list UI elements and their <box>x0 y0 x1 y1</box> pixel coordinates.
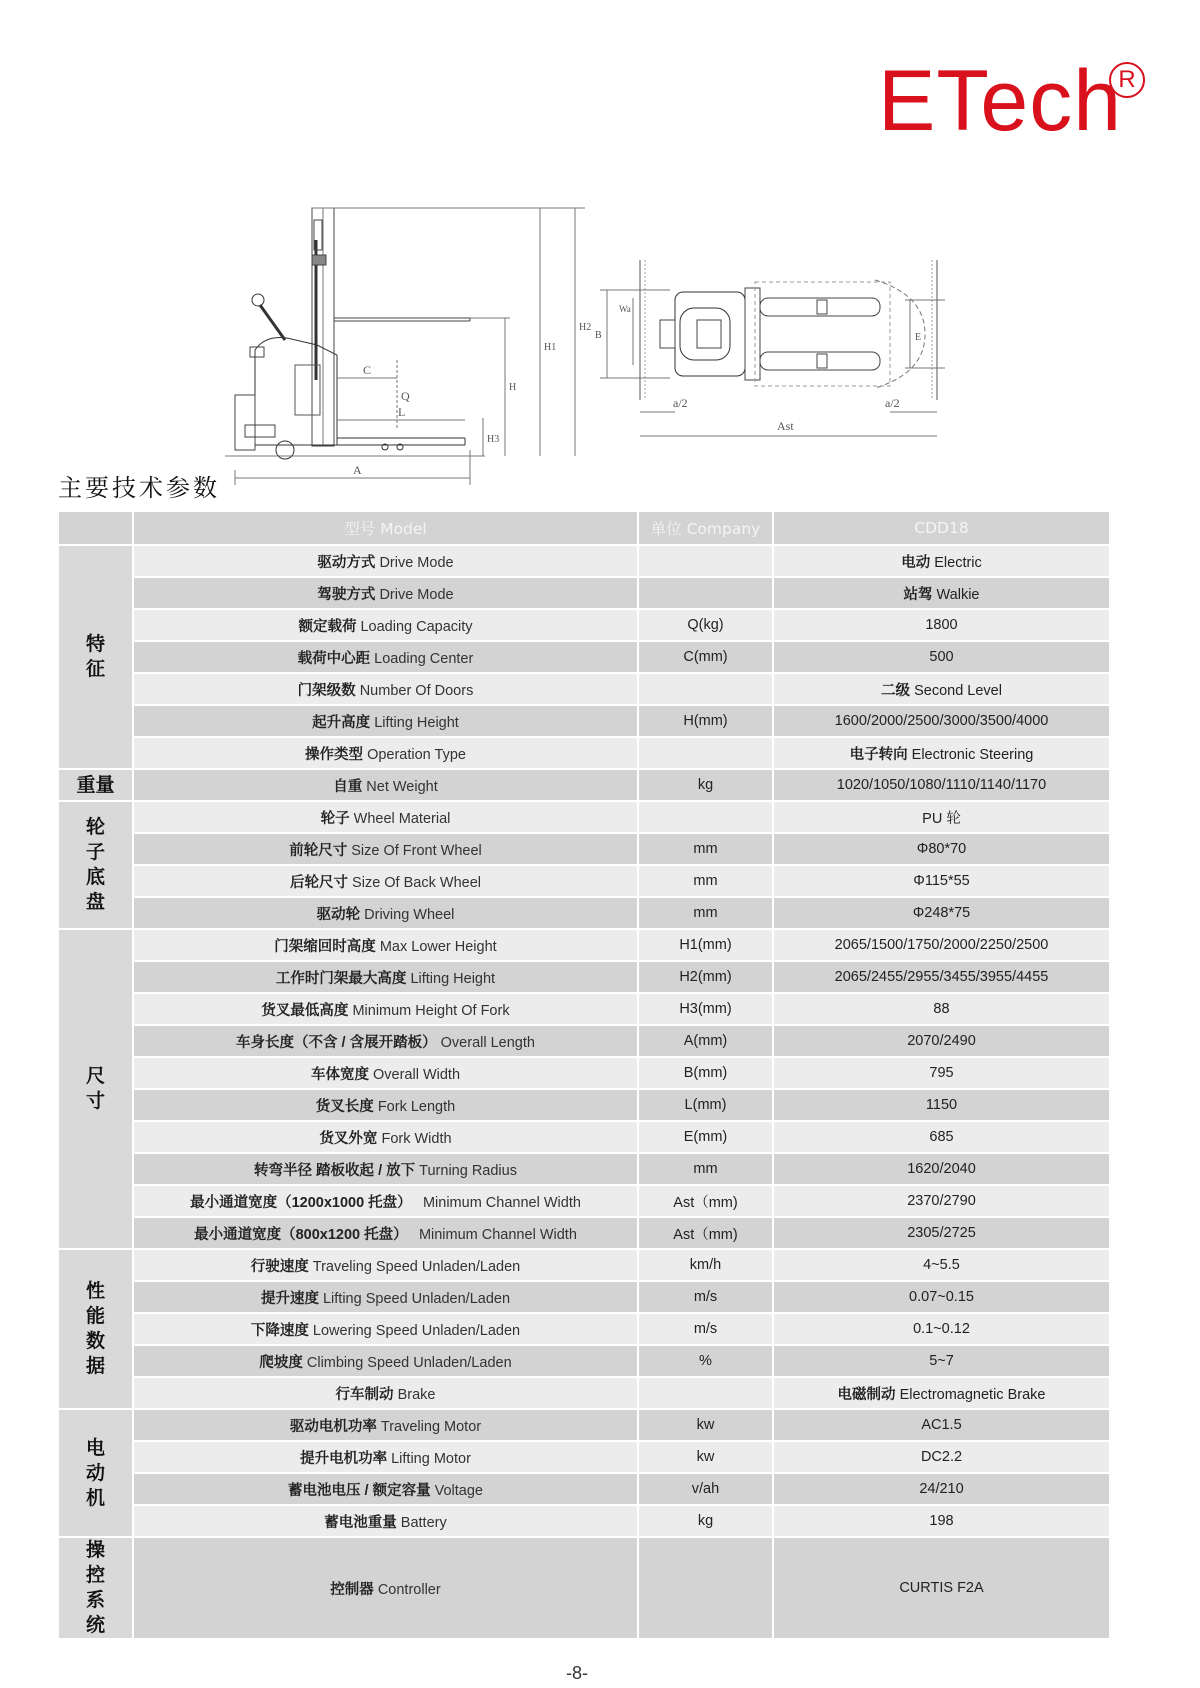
param-name-en: Overall Length <box>440 1034 535 1051</box>
param-cell <box>134 1282 639 1314</box>
param-cell <box>134 1474 639 1506</box>
unit-cell <box>639 546 774 578</box>
value-text: 2065/1500/1750/2000/2250/2500 <box>834 937 1049 953</box>
unit-cell: mm <box>639 1154 774 1186</box>
table-row <box>59 1314 1111 1346</box>
table-row <box>59 1538 1111 1640</box>
param-cell <box>134 738 639 770</box>
label-h3: H3 <box>487 434 500 445</box>
param-name-zh: 驱动轮 <box>316 906 361 923</box>
spec-table <box>59 512 1111 1640</box>
value-cell <box>774 1250 1111 1282</box>
unit-cell: km/h <box>639 1250 774 1282</box>
param-cell <box>134 1442 639 1474</box>
param-name-en: Wheel Material <box>353 810 451 827</box>
param-name-zh: 轮子 <box>320 810 350 827</box>
value-cell <box>774 866 1111 898</box>
table-row <box>59 642 1111 674</box>
param-cell <box>134 1506 639 1538</box>
param-name-en: Drive Mode <box>379 586 454 603</box>
param-cell <box>134 1122 639 1154</box>
param-name-en: Turning Radius <box>419 1162 517 1179</box>
value-text: Φ248*75 <box>912 905 971 921</box>
group-label-text: 尺寸 <box>85 1065 105 1112</box>
header-unit: 单位 Company <box>639 512 774 546</box>
value-text: 685 <box>929 1129 954 1145</box>
param-cell <box>134 1026 639 1058</box>
group-label <box>59 1410 134 1538</box>
value-text: PU 轮 <box>922 810 961 827</box>
value-cell <box>774 1378 1111 1410</box>
value-text: 5~7 <box>929 1353 954 1369</box>
table-row <box>59 1250 1111 1282</box>
param-cell <box>134 674 639 706</box>
value-text: AC1.5 <box>921 1417 962 1433</box>
value-cell <box>774 1186 1111 1218</box>
group-label-text: 电动机 <box>85 1436 105 1509</box>
param-cell <box>134 1154 639 1186</box>
param-name-zh: 后轮尺寸 <box>290 874 349 891</box>
param-name-en: Drive Mode <box>379 554 454 571</box>
unit-cell: H3(mm) <box>639 994 774 1026</box>
param-name-zh: 驱动电机功率 <box>289 1418 377 1435</box>
table-row <box>59 1218 1111 1250</box>
param-cell <box>134 1058 639 1090</box>
unit-cell: mm <box>639 898 774 930</box>
value-text: Φ115*55 <box>913 873 970 889</box>
table-row <box>59 1122 1111 1154</box>
label-h1: H1 <box>544 342 557 353</box>
table-row <box>59 1090 1111 1122</box>
table-row <box>59 1442 1111 1474</box>
value-cell <box>774 1090 1111 1122</box>
unit-cell: Ast（mm) <box>639 1186 774 1218</box>
value-text: 0.1~0.12 <box>913 1321 970 1337</box>
value-text: 1600/2000/2500/3000/3500/4000 <box>834 713 1049 729</box>
table-row <box>59 866 1111 898</box>
group-label <box>59 930 134 1250</box>
table-header-row <box>59 512 1111 546</box>
param-cell <box>134 994 639 1026</box>
param-name-en: Lifting Motor <box>391 1450 471 1467</box>
unit-cell: L(mm) <box>639 1090 774 1122</box>
value-cell <box>774 610 1111 642</box>
header-corner <box>59 512 134 546</box>
param-cell <box>134 1410 639 1442</box>
value-cell <box>774 1538 1111 1640</box>
table-row <box>59 802 1111 834</box>
param-name-en: Climbing Speed Unladen/Laden <box>306 1354 512 1371</box>
param-name-en: Lifting Height <box>410 970 496 987</box>
value-cell <box>774 578 1111 610</box>
unit-cell: B(mm) <box>639 1058 774 1090</box>
label-q: Q <box>401 389 410 403</box>
header-model: 型号 Model <box>134 512 639 546</box>
value-zh: 站驾 <box>903 586 933 603</box>
param-name-en: Number Of Doors <box>359 682 474 699</box>
group-label-text: 特征 <box>85 633 105 680</box>
unit-cell <box>639 802 774 834</box>
param-name-zh: 驾驶方式 <box>317 586 376 603</box>
param-name-zh: 行驶速度 <box>250 1258 309 1275</box>
table-row <box>59 898 1111 930</box>
param-name-en: Fork Length <box>377 1098 456 1115</box>
value-cell <box>774 1506 1111 1538</box>
unit-cell: H2(mm) <box>639 962 774 994</box>
param-name-en: Loading Capacity <box>360 618 473 635</box>
param-cell <box>134 802 639 834</box>
table-row <box>59 1410 1111 1442</box>
unit-cell: Ast（mm) <box>639 1218 774 1250</box>
side-view <box>225 208 591 485</box>
unit-cell: m/s <box>639 1282 774 1314</box>
value-cell <box>774 738 1111 770</box>
group-label-text: 重量 <box>76 773 115 796</box>
label-c: C <box>363 363 372 377</box>
param-cell <box>134 962 639 994</box>
table-row <box>59 930 1111 962</box>
table-row <box>59 578 1111 610</box>
value-text: 1150 <box>925 1097 958 1113</box>
unit-cell <box>639 674 774 706</box>
param-name-zh: 提升电机功率 <box>300 1450 388 1467</box>
param-name-en: Lifting Height <box>374 714 459 731</box>
param-cell <box>134 1090 639 1122</box>
param-name-zh: 下降速度 <box>250 1322 309 1339</box>
param-name-en: Minimum Channel Width <box>422 1194 581 1211</box>
param-cell <box>134 1346 639 1378</box>
unit-cell <box>639 738 774 770</box>
table-row <box>59 1378 1111 1410</box>
table-row <box>59 1282 1111 1314</box>
value-cell <box>774 546 1111 578</box>
value-zh: 电动 <box>901 554 931 571</box>
table-row <box>59 706 1111 738</box>
param-name-zh: 前轮尺寸 <box>289 842 348 859</box>
value-text: Electromagnetic Brake <box>899 1386 1046 1403</box>
group-label-text: 性能数据 <box>85 1280 105 1377</box>
param-name-zh: 工作时门架最大高度 <box>275 970 407 987</box>
param-cell <box>134 866 639 898</box>
label-a: A <box>353 463 362 477</box>
param-name-zh: 操作类型 <box>305 746 364 763</box>
value-text: 1800 <box>925 617 958 633</box>
param-name-en: Minimum Channel Width <box>418 1226 577 1243</box>
label-a2-right: a/2 <box>885 396 900 410</box>
param-name-en: Loading Center <box>374 650 474 667</box>
value-text: Φ80*70 <box>916 841 967 857</box>
param-name-zh: 门架级数 <box>297 682 356 699</box>
label-wa: Wa <box>619 304 631 314</box>
param-cell <box>134 1378 639 1410</box>
table-row <box>59 1506 1111 1538</box>
param-name-zh: 货叉长度 <box>315 1098 374 1115</box>
value-text: Second Level <box>914 682 1002 699</box>
table-row <box>59 674 1111 706</box>
param-cell <box>134 1250 639 1282</box>
param-cell <box>134 834 639 866</box>
value-text: 500 <box>929 649 954 665</box>
param-name-en: Battery <box>400 1514 447 1531</box>
label-b: B <box>595 330 602 341</box>
param-cell <box>134 578 639 610</box>
param-name-en: Voltage <box>434 1482 483 1499</box>
table-row <box>59 1026 1111 1058</box>
table-row <box>59 1154 1111 1186</box>
param-name-en: Fork Width <box>381 1130 452 1147</box>
param-cell <box>134 1218 639 1250</box>
unit-cell: mm <box>639 866 774 898</box>
param-name-en: Overall Width <box>373 1066 461 1083</box>
brand-logo <box>878 53 1123 149</box>
table-row <box>59 1474 1111 1506</box>
value-cell <box>774 802 1111 834</box>
value-cell <box>774 1058 1111 1090</box>
value-text: 198 <box>929 1513 954 1529</box>
value-cell <box>774 994 1111 1026</box>
value-cell <box>774 770 1111 802</box>
param-name-zh: 提升速度 <box>260 1290 319 1307</box>
param-name-zh: 蓄电池电压 / 额定容量 <box>287 1482 431 1499</box>
param-name-zh: 最小通道宽度（800x1200 托盘） <box>194 1226 408 1243</box>
param-name-zh: 自重 <box>333 778 363 795</box>
value-text: 2370/2790 <box>907 1193 976 1209</box>
param-name-en: Driving Wheel <box>364 906 455 923</box>
value-text: Electric <box>934 554 982 571</box>
value-cell <box>774 642 1111 674</box>
param-name-en: Max Lower Height <box>379 938 497 955</box>
value-cell <box>774 1026 1111 1058</box>
table-row <box>59 1346 1111 1378</box>
value-text: 795 <box>929 1065 954 1081</box>
param-name-en: Size Of Back Wheel <box>352 874 481 891</box>
group-label <box>59 802 134 930</box>
param-name-en: Lowering Speed Unladen/Laden <box>312 1322 521 1339</box>
value-cell <box>774 1282 1111 1314</box>
value-text: Electronic Steering <box>911 746 1034 763</box>
group-label-text: 轮子底盘 <box>85 816 105 913</box>
brand-logo-text: ETech <box>878 53 1123 149</box>
param-name-zh: 转弯半径 踏板收起 / 放下 <box>254 1162 416 1179</box>
param-name-en: Traveling Speed Unladen/Laden <box>312 1258 521 1275</box>
param-name-en: Traveling Motor <box>380 1418 482 1435</box>
value-text: 4~5.5 <box>923 1257 960 1273</box>
value-text: 24/210 <box>919 1481 964 1497</box>
param-name-zh: 控制器 <box>330 1581 374 1598</box>
unit-cell: A(mm) <box>639 1026 774 1058</box>
label-a2-left: a/2 <box>673 396 688 410</box>
param-cell <box>134 1314 639 1346</box>
unit-cell: kg <box>639 1506 774 1538</box>
param-name-zh: 货叉最低高度 <box>261 1002 349 1019</box>
label-h: H <box>509 382 517 393</box>
param-cell <box>134 770 639 802</box>
param-name-en: Size Of Front Wheel <box>351 842 482 859</box>
value-zh: 二级 <box>881 682 911 699</box>
group-label <box>59 1538 134 1640</box>
param-name-en: Minimum Height Of Fork <box>352 1002 510 1019</box>
value-text: 1020/1050/1080/1110/1140/1170 <box>836 777 1047 793</box>
param-cell <box>134 546 639 578</box>
registered-mark-icon <box>1109 62 1145 98</box>
param-cell <box>134 642 639 674</box>
table-row <box>59 1058 1111 1090</box>
value-cell <box>774 898 1111 930</box>
value-cell <box>774 1122 1111 1154</box>
table-row <box>59 610 1111 642</box>
param-cell <box>134 706 639 738</box>
param-name-zh: 行车制动 <box>335 1386 394 1403</box>
value-cell <box>774 962 1111 994</box>
param-name-en: Brake <box>397 1386 436 1403</box>
unit-cell: % <box>639 1346 774 1378</box>
unit-cell: kw <box>639 1410 774 1442</box>
value-cell <box>774 1474 1111 1506</box>
value-cell <box>774 1442 1111 1474</box>
param-cell <box>134 1538 639 1640</box>
param-cell <box>134 898 639 930</box>
value-zh: 电磁制动 <box>837 1386 896 1403</box>
table-row <box>59 1186 1111 1218</box>
unit-cell: v/ah <box>639 1474 774 1506</box>
table-row <box>59 546 1111 578</box>
unit-cell: C(mm) <box>639 642 774 674</box>
param-name-zh: 载荷中心距 <box>297 650 371 667</box>
param-name-en: Net Weight <box>366 778 438 795</box>
param-name-zh: 最小通道宽度（1200x1000 托盘） <box>190 1194 412 1211</box>
value-cell <box>774 706 1111 738</box>
table-row <box>59 962 1111 994</box>
table-row <box>59 834 1111 866</box>
param-name-zh: 额定载荷 <box>298 618 357 635</box>
value-text: CURTIS F2A <box>899 1580 984 1596</box>
value-zh: 电子转向 <box>849 746 908 763</box>
param-cell <box>134 1186 639 1218</box>
value-text: DC2.2 <box>920 1449 963 1465</box>
unit-cell: kg <box>639 770 774 802</box>
value-text: 2065/2455/2955/3455/3955/4455 <box>834 969 1049 985</box>
param-name-zh: 车身长度（不含 / 含展开踏板） <box>236 1034 437 1051</box>
header-value: CDD18 <box>774 512 1111 546</box>
value-cell <box>774 1314 1111 1346</box>
unit-cell <box>639 1538 774 1640</box>
unit-cell <box>639 578 774 610</box>
label-ast: Ast <box>777 419 794 433</box>
param-cell <box>134 930 639 962</box>
group-label <box>59 770 134 802</box>
label-l: L <box>398 405 406 419</box>
value-text: 2305/2725 <box>907 1225 976 1241</box>
spec-table-body <box>59 546 1111 1640</box>
value-text: Walkie <box>936 586 980 603</box>
table-row <box>59 738 1111 770</box>
param-name-zh: 车体宽度 <box>310 1066 369 1083</box>
group-label <box>59 546 134 770</box>
value-cell <box>774 1410 1111 1442</box>
param-name-zh: 货叉外宽 <box>319 1130 378 1147</box>
table-row <box>59 770 1111 802</box>
param-name-en: Controller <box>377 1581 441 1598</box>
unit-cell: kw <box>639 1442 774 1474</box>
value-text: 0.07~0.15 <box>909 1289 974 1305</box>
value-cell <box>774 930 1111 962</box>
param-cell <box>134 610 639 642</box>
unit-cell: H1(mm) <box>639 930 774 962</box>
page-number: -8- <box>566 1663 588 1683</box>
param-name-zh: 起升高度 <box>312 714 371 731</box>
value-cell <box>774 1218 1111 1250</box>
unit-cell: E(mm) <box>639 1122 774 1154</box>
value-cell <box>774 1346 1111 1378</box>
param-name-zh: 门架缩回时高度 <box>274 938 376 955</box>
group-label <box>59 1250 134 1410</box>
value-text: 2070/2490 <box>907 1033 976 1049</box>
unit-cell: mm <box>639 834 774 866</box>
table-row <box>59 994 1111 1026</box>
value-cell <box>774 834 1111 866</box>
label-h2: H2 <box>579 322 592 333</box>
unit-cell: m/s <box>639 1314 774 1346</box>
value-text: 88 <box>933 1001 950 1017</box>
group-label-text: 操控系统 <box>85 1539 105 1636</box>
value-cell <box>774 674 1111 706</box>
section-title: 主要技术参数 <box>58 474 220 502</box>
value-text: 1620/2040 <box>907 1161 976 1177</box>
value-cell <box>774 1154 1111 1186</box>
param-name-zh: 驱动方式 <box>317 554 376 571</box>
top-view <box>595 260 945 436</box>
unit-cell <box>639 1378 774 1410</box>
registered-mark-letter: R <box>1118 66 1136 93</box>
unit-cell: Q(kg) <box>639 610 774 642</box>
param-name-en: Operation Type <box>367 746 466 763</box>
param-name-en: Lifting Speed Unladen/Laden <box>322 1290 511 1307</box>
unit-cell: H(mm) <box>639 706 774 738</box>
param-name-zh: 爬坡度 <box>259 1354 303 1371</box>
forklift-dimension-drawing <box>225 200 985 490</box>
param-name-zh: 蓄电池重量 <box>324 1514 397 1531</box>
label-e: E <box>915 332 922 343</box>
